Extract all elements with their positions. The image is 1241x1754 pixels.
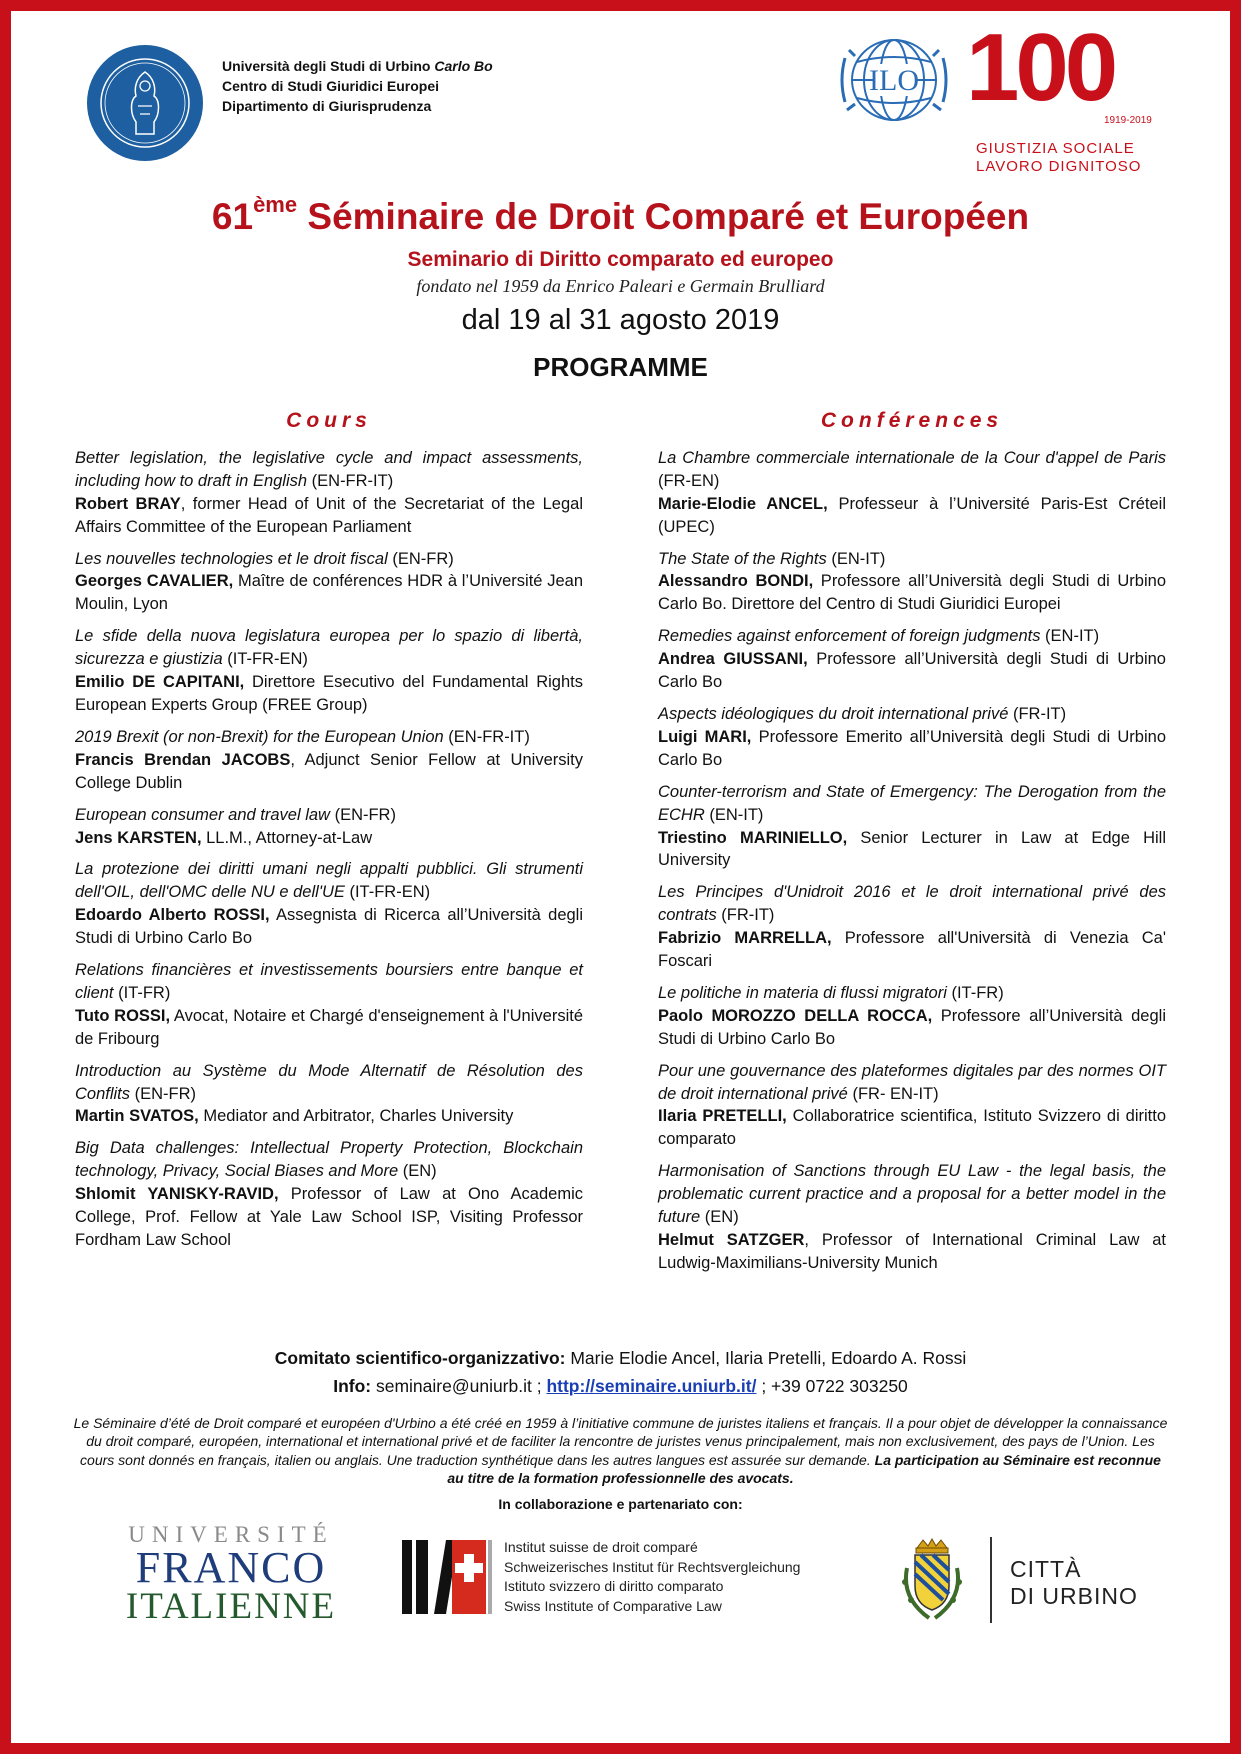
centenary-number: 100 <box>966 14 1115 121</box>
isdc-line3: Istituto svizzero di diritto comparato <box>504 1578 724 1594</box>
university-name: Università degli Studi di Urbino <box>222 58 435 74</box>
partners-heading: In collaborazione e partenariato con: <box>498 1496 743 1512</box>
entry-role: Professore all'Università di Venezia Ca' Foscari <box>658 929 1166 971</box>
programme-entry <box>75 804 583 850</box>
entry-title: Big Data challenges: Intellectual Property Protection, Blockchain technology, Privacy, Social Biases and More <box>75 1139 583 1181</box>
committee-label: Comitato scientifico-organizzativo: <box>274 1348 566 1368</box>
entry-role: Professore all’Università degli Studi di Urbino Carlo Bo <box>658 650 1166 692</box>
entry-title: Pour une gouvernance des plateformes digitales par des normes OIT de droit international privé <box>658 1061 1166 1103</box>
seminar-website-link[interactable]: http://seminaire.uniurb.it/ <box>546 1376 757 1396</box>
seminar-ordinal: ème <box>253 192 298 217</box>
entry-role: Professore Emerito all’Università degli Studi di Urbino Carlo Bo <box>658 727 1167 769</box>
entry-role: Collaboratrice scientifica, Istituto Svizzero di diritto comparato <box>658 1107 1166 1149</box>
urbino-divider <box>990 1537 992 1623</box>
entry-title: La Chambre commerciale internationale de la Cour d'appel de Paris <box>658 448 1166 467</box>
entry-speaker: Paolo MOROZZO DELLA ROCCA, <box>658 1006 933 1025</box>
centenary-years: 1919-2019 <box>1104 115 1152 126</box>
entry-role: Professore all’Università degli Studi di Urbino Carlo Bo <box>658 1006 1166 1048</box>
entry-title: Aspects idéologiques du droit international privé <box>658 704 1009 723</box>
entry-title: La protezione dei diritti umani negli appalti pubblici. Gli strumenti dell'OIL, dell'OMC delle NU e dell'UE <box>75 860 583 902</box>
entry-speaker: Helmut SATZGER <box>658 1231 805 1249</box>
programme-entry <box>658 781 1166 873</box>
centenary-line1: GIUSTIZIA SOCIALE <box>976 140 1135 157</box>
entry-language: (EN-FR) <box>387 549 454 568</box>
entry-speaker: Fabrizio MARRELLA, <box>658 929 832 948</box>
seminar-subtitle: Seminario di Diritto comparato ed europeo <box>407 248 834 271</box>
entry-language: (EN-FR) <box>329 805 396 824</box>
entry-role: Assegnista di Ricerca all’Università degli Studi di Urbino Carlo Bo <box>75 906 584 948</box>
entry-role: , Adjunct Senior Fellow at University College Dublin <box>75 750 583 792</box>
entry-language: (EN-IT) <box>826 549 886 568</box>
entry-language: (EN-IT) <box>1040 627 1100 646</box>
entry-role: Mediator and Arbitrator, Charles University <box>198 1107 514 1126</box>
cours-column <box>75 410 583 1261</box>
ilo-logo-icon <box>835 28 953 132</box>
programme-entry <box>75 858 583 950</box>
entry-role: , former Head of Unit of the Secretariat of the Legal Affairs Committee of the European Parliament <box>75 494 583 536</box>
isdc-line1: Institut suisse de droit comparé <box>504 1539 698 1555</box>
entry-speaker: Francis Brendan JACOBS <box>75 750 291 769</box>
entry-speaker: Alessandro BONDI, <box>658 572 814 591</box>
programme-entry <box>658 881 1166 973</box>
entry-language: (IT-FR) <box>946 983 1004 1002</box>
ilo-logo-text: ILO <box>869 64 919 97</box>
ufi-line3: ITALIENNE <box>125 1586 337 1627</box>
programme-entry <box>658 447 1166 539</box>
conferences-column <box>658 410 1166 1284</box>
entry-role: Professore all’Università degli Studi di Urbino Carlo Bo. Direttore del Centro di Studi Giuridici Europei <box>658 572 1166 614</box>
programme-entry <box>658 548 1166 617</box>
description-text: Le Séminaire d’été de Droit comparé et européen d'Urbino a été créé en 1959 à l’initiative commune de juristes italiens et français. Il a pour objet de développer la connaissance du droit comparé, européen, international et international privé et de faciliter la rencontre de juristes venus principalement, mais non exclusivement, des pays de l’Union. Les cours sont donnés en français, italien ou anglais. Une traduction synthétique dans les autres langues est assurée sur demande. <box>73 1415 1168 1468</box>
entry-role: Professor of Law at Ono Academic College, Prof. Fellow at Yale Law School ISP, Visiting Professor Fordham Law School <box>75 1185 583 1249</box>
programme-heading: PROGRAMME <box>533 352 708 382</box>
entry-role: , Professor of International Criminal Law at Ludwig-Maximilians-University Munich <box>658 1231 1166 1272</box>
entry-title: The State of the Rights <box>658 549 827 568</box>
entry-language: (IT-FR-EN) <box>222 650 308 669</box>
ufi-line1: UNIVERSITÉ <box>128 1522 334 1547</box>
programme-entry <box>658 625 1166 694</box>
entry-title: European consumer and travel law <box>75 805 330 824</box>
entry-role: Direttore Esecutivo del Fundamental Rights European Experts Group (FREE Group) <box>75 673 583 714</box>
entry-title: Le sfide della nuova legislatura europea per lo spazio di libertà, sicurezza e giustizia <box>75 627 583 669</box>
entry-title: Counter-terrorism and State of Emergency: The Derogation from the ECHR <box>658 782 1166 824</box>
entry-speaker: Martin SVATOS, <box>75 1107 199 1126</box>
university-name-italic: Carlo Bo <box>434 58 493 74</box>
citta-di-urbino-logo <box>1010 1556 1138 1610</box>
centenary-line2: LAVORO DIGNITOSO <box>976 158 1142 175</box>
entry-title: Remedies against enforcement of foreign judgments <box>658 627 1041 646</box>
ufi-line2: FRANCO <box>135 1543 327 1592</box>
entry-title: Les nouvelles technologies et le droit fiscal <box>75 549 388 568</box>
programme-entry <box>75 447 583 539</box>
programme-entry <box>658 1060 1166 1152</box>
programme-entry <box>658 982 1166 1051</box>
entry-title: 2019 Brexit (or non-Brexit) for the European Union <box>75 727 444 746</box>
entry-language: (EN-FR-IT) <box>443 727 530 746</box>
entry-language: (FR-EN) <box>658 471 720 490</box>
programme-entry <box>75 1060 583 1129</box>
description-accreditation: La participation au Séminaire est reconnue au titre de la formation professionnelle des avocats. <box>447 1451 1161 1486</box>
info-email[interactable]: seminaire@uniurb.it ; <box>371 1376 547 1396</box>
department-name: Dipartimento di Giurisprudenza <box>222 98 432 114</box>
isdc-line4: Swiss Institute of Comparative Law <box>504 1597 722 1614</box>
entry-language: (FR-IT) <box>1008 704 1067 723</box>
entry-role: Senior Lecturer in Law at Edge Hill University <box>658 828 1166 870</box>
founded-note: fondato nel 1959 da Enrico Paleari e Germain Brulliard <box>416 276 825 296</box>
entry-language: (IT-FR) <box>113 983 171 1002</box>
urbino-line1: CITTÀ <box>1010 1556 1082 1582</box>
urbino-line2: DI URBINO <box>1010 1583 1138 1609</box>
entry-speaker: Tuto ROSSI, <box>75 1006 171 1025</box>
entry-language: (EN-FR-IT) <box>307 471 394 490</box>
seminar-description <box>72 1414 1169 1487</box>
info-phone: ; +39 0722 303250 <box>756 1376 908 1396</box>
programme-entry <box>658 1160 1166 1275</box>
programme-entry <box>75 726 583 795</box>
entry-speaker: Edoardo Alberto ROSSI, <box>75 906 270 925</box>
entry-speaker: Triestino MARINIELLO, <box>658 828 848 847</box>
entry-language: (FR-IT) <box>716 906 775 925</box>
isdc-logo-icon <box>402 1540 492 1614</box>
entry-speaker: Marie-Elodie ANCEL, <box>658 494 828 513</box>
entry-title: Relations financières et investissements boursiers entre banque et client <box>75 961 583 1002</box>
committee-line <box>0 1348 1241 1369</box>
programme-entry <box>75 548 583 617</box>
entry-title: Harmonisation of Sanctions through EU Law - the legal basis, the problematic current practice and a proposal for a better model in the future <box>658 1162 1166 1227</box>
universite-franco-italienne-logo <box>116 1522 346 1626</box>
committee-members: Marie Elodie Ancel, Ilaria Pretelli, Edoardo A. Rossi <box>565 1348 967 1368</box>
entry-title: Introduction au Système du Mode Alternatif de Résolution des Conflits <box>75 1061 583 1103</box>
entry-speaker: Ilaria PRETELLI, <box>658 1107 787 1126</box>
entry-language: (EN) <box>398 1162 437 1181</box>
entry-title: Better legislation, the legislative cycle and impact assessments, including how to draft in English <box>75 448 583 490</box>
entry-role: LL.M., Attorney-at-Law <box>201 828 373 847</box>
entry-speaker: Emilio DE CAPITANI, <box>75 673 245 692</box>
seminar-title-text: Séminaire de Droit Comparé et Européen <box>297 196 1030 237</box>
entry-speaker: Andrea GIUSSANI, <box>658 650 808 669</box>
entry-role: Avocat, Notaire et Chargé d'enseignement à l'Université de Fribourg <box>75 1006 583 1048</box>
entry-language: (EN-FR) <box>130 1084 197 1103</box>
urbino-crest-icon <box>899 1538 965 1622</box>
cours-heading: Cours <box>286 409 372 432</box>
entry-speaker: Jens KARSTEN, <box>75 828 202 847</box>
seminar-number: 61 <box>211 196 254 237</box>
seminar-dates: dal 19 al 31 agosto 2019 <box>461 304 780 336</box>
entry-title: Le politiche in materia di flussi migratori <box>658 983 947 1002</box>
entry-speaker: Shlomit YANISKY-RAVID, <box>75 1185 279 1204</box>
entry-speaker: Robert BRAY <box>75 494 181 513</box>
university-seal-icon <box>86 44 204 162</box>
programme-entry <box>75 1137 583 1252</box>
info-label: Info: <box>333 1376 372 1396</box>
entry-role: Maître de conférences HDR à l’Université Jean Moulin, Lyon <box>75 572 584 614</box>
ilo-centenary-logo <box>966 14 1171 178</box>
info-line <box>0 1376 1241 1397</box>
centre-name: Centro di Studi Giuridici Europei <box>222 78 440 94</box>
conferences-heading: Conférences <box>820 409 1004 432</box>
entry-language: (EN) <box>700 1208 739 1227</box>
isdc-line2: Schweizerisches Institut für Rechtsvergleichung <box>504 1558 801 1575</box>
entry-language: (EN-IT) <box>704 805 764 824</box>
entry-language: (FR- EN-IT) <box>847 1084 939 1103</box>
programme-entry <box>75 959 583 1051</box>
cours-list <box>75 447 583 1252</box>
isdc-name <box>504 1538 800 1616</box>
entry-role: Professeur à l’Université Paris-Est Créteil (UPEC) <box>658 494 1166 536</box>
programme-entry <box>75 625 583 717</box>
conferences-list <box>658 447 1166 1275</box>
entry-speaker: Luigi MARI, <box>658 727 752 746</box>
seminar-title <box>0 192 1241 238</box>
entry-speaker: Georges CAVALIER, <box>75 572 234 591</box>
entry-title: Les Principes d'Unidroit 2016 et le droit international privé des contrats <box>658 883 1166 925</box>
programme-entry <box>658 703 1166 772</box>
entry-language: (IT-FR-EN) <box>344 883 431 902</box>
